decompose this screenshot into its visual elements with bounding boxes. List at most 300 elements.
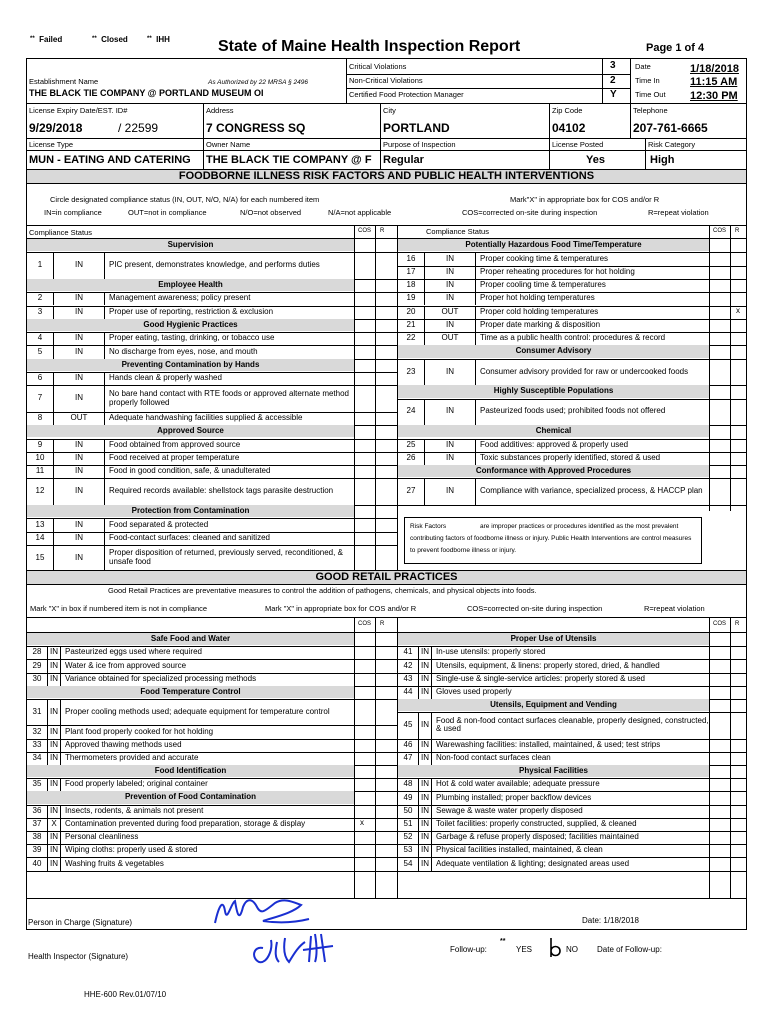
compliance-status[interactable]: IN bbox=[424, 252, 476, 265]
noncritical-count: 2 bbox=[610, 75, 616, 86]
item-number: 30 bbox=[32, 673, 42, 683]
item-number: 5 bbox=[37, 346, 43, 356]
checklist-row bbox=[398, 332, 709, 345]
item-description: Thermometers provided and accurate bbox=[65, 752, 199, 762]
compliance-status[interactable]: IN bbox=[418, 739, 432, 752]
item-number: 20 bbox=[406, 306, 416, 316]
zip-value: 04102 bbox=[552, 121, 586, 135]
item-description: Toilet facilities: properly constructed, supplied, & cleaned bbox=[436, 818, 637, 828]
page-title: State of Maine Health Inspection Report bbox=[218, 38, 521, 55]
checklist-row bbox=[398, 752, 709, 765]
checklist-row bbox=[398, 673, 709, 686]
compliance-status[interactable]: IN bbox=[53, 292, 105, 305]
item-number: 15 bbox=[35, 552, 45, 562]
item-description: In-use utensils: properly stored bbox=[436, 647, 546, 657]
item-description: Proper cooling time & temperatures bbox=[480, 280, 606, 290]
item-number: 1 bbox=[37, 260, 43, 270]
section-header: Approved Source bbox=[27, 425, 354, 437]
checklist-row bbox=[398, 359, 709, 386]
checklist-row bbox=[398, 844, 709, 857]
checklist-row bbox=[398, 279, 709, 292]
leg-in: IN=in compliance bbox=[44, 208, 102, 217]
checklist-row bbox=[398, 831, 709, 844]
item-description: Required records available: shellstock tags parasite destruction bbox=[109, 486, 334, 496]
item-description: Proper reheating procedures for hot holding bbox=[480, 266, 635, 276]
r-header-retail-left: R bbox=[380, 621, 385, 627]
repeat-box[interactable]: x bbox=[736, 306, 740, 316]
checklist-row bbox=[27, 332, 354, 345]
section-header: Food Temperature Control bbox=[27, 686, 354, 698]
r-header-retail-right: R bbox=[735, 621, 740, 627]
establishment-label: Establishment Name bbox=[29, 77, 99, 86]
item-number: 49 bbox=[403, 792, 413, 802]
item-description: Food in good condition, safe, & unadulterated bbox=[109, 466, 271, 476]
item-number: 27 bbox=[406, 486, 416, 496]
item-description: No bare hand contact with RTE foods or approved alternate method properly followed bbox=[109, 388, 349, 407]
followup-label: Follow-up: bbox=[450, 945, 487, 954]
item-number: 37 bbox=[32, 818, 42, 828]
item-number: 35 bbox=[32, 779, 42, 789]
item-number: 14 bbox=[35, 532, 45, 542]
noncritical-label: Non-Critical Violations bbox=[349, 76, 423, 85]
purpose-label: Purpose of Inspection bbox=[383, 140, 456, 149]
compliance-status[interactable]: IN bbox=[418, 818, 432, 831]
item-number: 47 bbox=[403, 752, 413, 762]
item-number: 8 bbox=[37, 413, 43, 423]
followup-asterisk: ** bbox=[500, 938, 506, 945]
leg-no: N/O=not observed bbox=[240, 208, 302, 217]
checklist-row bbox=[398, 646, 709, 659]
row-divider bbox=[27, 871, 397, 872]
compliance-status[interactable]: IN bbox=[53, 332, 105, 345]
compliance-status[interactable]: IN bbox=[47, 752, 61, 765]
compliance-status[interactable]: IN bbox=[424, 478, 476, 505]
risk-label: Risk Category bbox=[648, 140, 696, 149]
item-number: 42 bbox=[403, 660, 413, 670]
followup-date-label: Date of Follow-up: bbox=[597, 945, 662, 954]
cos-header-left: COS bbox=[358, 228, 372, 234]
followup-no[interactable]: NO bbox=[566, 945, 578, 954]
ihh-label: ** IHH bbox=[147, 35, 170, 44]
section-header: Potentially Hazardous Food Time/Temperature bbox=[398, 239, 709, 251]
compliance-status[interactable]: IN bbox=[418, 686, 432, 699]
item-description: Plant food properly cooked for hot holding bbox=[65, 726, 214, 736]
item-description: Proper use of reporting, restriction & exclusion bbox=[109, 306, 274, 316]
item-number: 33 bbox=[32, 739, 42, 749]
cos-header-retail-left: COS bbox=[358, 621, 372, 627]
item-number: 32 bbox=[32, 726, 42, 736]
item-number: 34 bbox=[32, 752, 42, 762]
foodborne-instr1: Circle designated compliance status (IN, OUT, N/O, N/A) for each numbered item bbox=[50, 195, 320, 204]
item-description: Proper eating, tasting, drinking, or tobacco use bbox=[109, 333, 275, 343]
compliance-status[interactable]: IN bbox=[53, 532, 105, 545]
leg-out: OUT=not in compliance bbox=[128, 208, 207, 217]
item-description: No discharge from eyes, nose, and mouth bbox=[109, 346, 258, 356]
footer-date: Date: 1/18/2018 bbox=[582, 916, 639, 925]
checklist-row bbox=[27, 545, 354, 572]
checklist-row bbox=[398, 292, 709, 305]
checklist-row bbox=[27, 725, 354, 738]
item-description: Food & non-food contact surfaces cleanable, properly designed, constructed, & used bbox=[436, 715, 709, 734]
item-description: Washing fruits & vegetables bbox=[65, 858, 164, 868]
checklist-row bbox=[27, 659, 354, 672]
compliance-status[interactable]: IN bbox=[418, 659, 432, 672]
item-number: 44 bbox=[403, 686, 413, 696]
checklist-row bbox=[27, 252, 354, 279]
compliance-status[interactable]: OUT bbox=[424, 332, 476, 345]
est-id: / 22599 bbox=[118, 121, 159, 135]
checklist-row bbox=[27, 478, 354, 505]
compliance-status[interactable]: IN bbox=[47, 739, 61, 752]
compliance-status[interactable]: IN bbox=[47, 805, 61, 818]
timeout-value: 12:30 PM bbox=[690, 90, 738, 102]
checklist-row bbox=[27, 452, 354, 465]
foodborne-title: FOODBORNE ILLNESS RISK FACTORS AND PUBLIC HEALTH INTERVENTIONS bbox=[27, 170, 746, 183]
date-value: 1/18/2018 bbox=[690, 63, 739, 75]
item-number: 10 bbox=[35, 453, 45, 463]
item-description: Variance obtained for specialized processing methods bbox=[65, 673, 257, 683]
leg-r: R=repeat violation bbox=[648, 208, 709, 217]
item-description: PIC present, demonstrates knowledge, and performs duties bbox=[109, 260, 320, 270]
checklist-row bbox=[398, 805, 709, 818]
item-number: 48 bbox=[403, 779, 413, 789]
compliance-status[interactable]: IN bbox=[47, 778, 61, 791]
followup-yes[interactable]: YES bbox=[516, 945, 533, 954]
foodborne-instr2: Mark"X" in appropriate box for COS and/or R bbox=[510, 195, 660, 204]
item-description: Personal cleanliness bbox=[65, 832, 139, 842]
compliance-status[interactable]: OUT bbox=[53, 412, 105, 425]
compliance-status[interactable]: IN bbox=[47, 725, 61, 738]
item-description: Food properly labeled; original container bbox=[65, 779, 208, 789]
purpose-value: Regular bbox=[383, 154, 424, 166]
posted-label: License Posted bbox=[552, 140, 604, 149]
checklist-row bbox=[27, 831, 354, 844]
compliance-status[interactable]: IN bbox=[418, 778, 432, 791]
item-description: Utensils, equipment, & linens: properly stored, dried, & handled bbox=[436, 660, 660, 670]
retail-desc: Good Retail Practices are preventative measures to control the addition of pathogens, chemicals, and physical objects into foods. bbox=[108, 586, 537, 595]
item-description: Non-food contact surfaces clean bbox=[436, 752, 551, 762]
item-description: Hot & cold water available; adequate pressure bbox=[436, 779, 600, 789]
establishment-name: THE BLACK TIE COMPANY @ PORTLAND MUSEUM OI bbox=[29, 88, 264, 98]
city-label: City bbox=[383, 106, 396, 115]
date-label: Date bbox=[635, 62, 651, 71]
inspector-signature-label: Health Inspector (Signature) bbox=[28, 952, 129, 961]
timein-label: Time In bbox=[635, 76, 660, 85]
inspector-signature bbox=[245, 928, 345, 968]
item-description: Sewage & waste water properly disposed bbox=[436, 805, 583, 815]
compliance-status[interactable]: IN bbox=[47, 844, 61, 857]
section-header: Good Hygienic Practices bbox=[27, 319, 354, 331]
posted-value: Yes bbox=[586, 154, 605, 166]
item-number: 52 bbox=[403, 832, 413, 842]
form-number: HHE-600 Rev.01/07/10 bbox=[84, 990, 167, 999]
item-number: 11 bbox=[35, 466, 45, 476]
critical-count: 3 bbox=[610, 60, 616, 71]
item-number: 31 bbox=[32, 706, 42, 716]
section-header: Employee Health bbox=[27, 279, 354, 291]
item-number: 23 bbox=[406, 366, 416, 376]
checklist-row bbox=[27, 439, 354, 452]
risk-note: Risk Factors are improper practices or procedures identified as the most prevalent contributing factors of foodborne illness or injury. Public Health Interventions are control measures to prevent foodborne illness or injury. bbox=[410, 523, 692, 554]
compliance-status[interactable]: IN bbox=[53, 372, 105, 385]
timeout-label: Time Out bbox=[635, 90, 666, 99]
license-date: 9/29/2018 bbox=[29, 121, 83, 135]
checklist-row bbox=[27, 673, 354, 686]
item-description: Approved thawing methods used bbox=[65, 739, 182, 749]
item-number: 51 bbox=[403, 818, 413, 828]
item-number: 24 bbox=[406, 406, 416, 416]
row-divider bbox=[398, 505, 746, 506]
retail-leg-cos: COS=corrected on-site during inspection bbox=[467, 604, 603, 613]
section-header: Food Identification bbox=[27, 765, 354, 777]
item-number: 9 bbox=[37, 439, 43, 449]
item-number: 38 bbox=[32, 832, 42, 842]
compliance-status[interactable]: IN bbox=[47, 659, 61, 672]
item-number: 43 bbox=[403, 673, 413, 683]
item-number: 12 bbox=[35, 486, 45, 496]
item-number: 39 bbox=[32, 845, 42, 855]
cos-box[interactable]: x bbox=[360, 818, 364, 828]
checklist-row bbox=[398, 791, 709, 804]
owner-label: Owner Name bbox=[206, 140, 251, 149]
section-header: Preventing Contamination by Hands bbox=[27, 359, 354, 371]
item-description: Consumer advisory provided for raw or undercooked foods bbox=[480, 366, 689, 376]
item-description: Management awareness; policy present bbox=[109, 293, 251, 303]
critical-label: Critical Violations bbox=[349, 62, 407, 71]
item-description: Hands clean & properly washed bbox=[109, 373, 222, 383]
r-header-left: R bbox=[380, 228, 385, 234]
item-number: 41 bbox=[403, 647, 413, 657]
section-header: Consumer Advisory bbox=[398, 345, 709, 357]
compliance-status[interactable]: IN bbox=[53, 518, 105, 531]
compliance-status[interactable]: IN bbox=[53, 478, 105, 505]
license-type-label: License Type bbox=[29, 140, 74, 149]
item-number: 7 bbox=[37, 393, 43, 403]
compliance-status[interactable]: IN bbox=[47, 857, 61, 870]
checklist-row bbox=[27, 739, 354, 752]
checklist-row bbox=[27, 372, 354, 385]
compliance-status[interactable]: IN bbox=[424, 399, 476, 426]
compliance-status[interactable]: IN bbox=[53, 306, 105, 319]
leg-na: N/A=not applicable bbox=[328, 208, 392, 217]
item-number: 16 bbox=[406, 253, 416, 263]
checklist-row bbox=[27, 646, 354, 659]
compliance-status[interactable]: IN bbox=[424, 452, 476, 465]
cfpm-label: Certified Food Protection Manager bbox=[349, 90, 464, 99]
item-description: Wiping cloths: properly used & stored bbox=[65, 845, 198, 855]
no-circle-icon bbox=[548, 937, 562, 959]
compliance-status[interactable]: IN bbox=[424, 266, 476, 279]
item-number: 3 bbox=[37, 306, 43, 316]
compliance-status[interactable]: IN bbox=[418, 844, 432, 857]
section-header: Chemical bbox=[398, 425, 709, 437]
item-description: Proper disposition of returned, previously served, reconditioned, & unsafe food bbox=[109, 548, 343, 567]
checklist-row bbox=[27, 805, 354, 818]
compliance-status[interactable]: IN bbox=[418, 857, 432, 870]
item-number: 13 bbox=[35, 519, 45, 529]
checklist-row bbox=[398, 712, 709, 738]
compliance-status[interactable]: IN bbox=[47, 831, 61, 844]
retail-instr1: Mark "X" in box if numbered item is not in compliance bbox=[30, 604, 208, 613]
compliance-status[interactable]: IN bbox=[53, 345, 105, 358]
item-description: Contamination prevented during food preparation, storage & display bbox=[65, 818, 306, 828]
row-divider bbox=[398, 871, 746, 872]
checklist-row bbox=[27, 412, 354, 425]
compliance-status[interactable]: IN bbox=[424, 359, 476, 386]
item-description: Garbage & refuse properly disposed; facilities maintained bbox=[436, 832, 639, 842]
closed-label: ** Closed bbox=[92, 35, 128, 44]
item-number: 40 bbox=[32, 858, 42, 868]
item-number: 19 bbox=[406, 293, 416, 303]
timein-value: 11:15 AM bbox=[690, 76, 738, 88]
item-number: 29 bbox=[32, 660, 42, 670]
cfpm-value: Y bbox=[610, 89, 617, 100]
compliance-status[interactable]: IN bbox=[53, 439, 105, 452]
compliance-status[interactable]: IN bbox=[53, 545, 105, 572]
item-number: 17 bbox=[406, 266, 416, 276]
item-description: Pasteurized foods used; prohibited foods not offered bbox=[480, 406, 666, 416]
item-number: 45 bbox=[403, 719, 413, 729]
item-number: 53 bbox=[403, 845, 413, 855]
checklist-row bbox=[398, 739, 709, 752]
compliance-status[interactable]: IN bbox=[418, 712, 432, 738]
compliance-status[interactable]: IN bbox=[47, 646, 61, 659]
compliance-status[interactable]: IN bbox=[53, 385, 105, 412]
checklist-row bbox=[27, 345, 354, 358]
section-header: Supervision bbox=[27, 239, 354, 251]
compliance-status[interactable]: IN bbox=[424, 292, 476, 305]
item-description: Adequate ventilation & lighting; designated areas used bbox=[436, 858, 630, 868]
compliance-status[interactable]: IN bbox=[47, 673, 61, 686]
item-number: 46 bbox=[403, 739, 413, 749]
checklist-row bbox=[398, 399, 709, 426]
compliance-status[interactable]: IN bbox=[53, 452, 105, 465]
item-description: Adequate handwashing facilities supplied & accessible bbox=[109, 413, 303, 423]
leg-cos: COS=corrected on-site during inspection bbox=[462, 208, 598, 217]
item-description: Proper cooking time & temperatures bbox=[480, 253, 609, 263]
item-number: 26 bbox=[406, 453, 416, 463]
section-header: Protection from Contamination bbox=[27, 505, 354, 517]
item-description: Proper cold holding temperatures bbox=[480, 306, 599, 316]
compliance-status[interactable]: X bbox=[47, 818, 61, 831]
item-number: 36 bbox=[32, 805, 42, 815]
compliance-status[interactable]: IN bbox=[418, 805, 432, 818]
pic-signature-label: Person in Charge (Signature) bbox=[28, 918, 133, 927]
item-number: 6 bbox=[37, 373, 43, 383]
item-number: 4 bbox=[37, 333, 43, 343]
item-description: Food separated & protected bbox=[109, 519, 209, 529]
checklist-row bbox=[398, 857, 709, 870]
compliance-status[interactable]: IN bbox=[47, 699, 61, 725]
item-number: 25 bbox=[406, 439, 416, 449]
item-description: Compliance with variance, specialized process, & HACCP plan bbox=[480, 486, 703, 496]
item-description: Proper cooling methods used; adequate equipment for temperature control bbox=[65, 706, 330, 716]
compliance-status[interactable]: IN bbox=[53, 252, 105, 279]
item-number: 18 bbox=[406, 280, 416, 290]
item-description: Proper date marking & disposition bbox=[480, 320, 601, 330]
cos-header-retail-right: COS bbox=[713, 621, 727, 627]
checklist-row bbox=[27, 844, 354, 857]
section-header: Conformance with Approved Procedures bbox=[398, 465, 709, 477]
checklist-row bbox=[27, 385, 354, 412]
item-description: Food obtained from approved source bbox=[109, 439, 241, 449]
section-header: Physical Facilities bbox=[398, 765, 709, 777]
cos-header-right: COS bbox=[713, 228, 727, 234]
checklist-row bbox=[398, 452, 709, 465]
checklist-row bbox=[398, 319, 709, 332]
checklist-row bbox=[398, 659, 709, 672]
r-header-right: R bbox=[735, 228, 740, 234]
compliance-status[interactable]: IN bbox=[418, 752, 432, 765]
authorized-note: As Authorized by 22 MRSA § 2496 bbox=[208, 79, 308, 86]
item-description: Food received at proper temperature bbox=[109, 453, 240, 463]
compliance-status[interactable]: OUT bbox=[424, 306, 476, 319]
pic-signature bbox=[205, 893, 315, 933]
compliance-status[interactable]: IN bbox=[418, 791, 432, 804]
compliance-status[interactable]: IN bbox=[418, 646, 432, 659]
compliance-status[interactable]: IN bbox=[418, 673, 432, 686]
checklist-row bbox=[27, 778, 354, 791]
item-number: 28 bbox=[32, 647, 42, 657]
owner-name: THE BLACK TIE COMPANY @ F bbox=[206, 154, 372, 166]
item-description: Physical facilities installed, maintained, & clean bbox=[436, 845, 603, 855]
checklist-row bbox=[398, 818, 709, 831]
retail-leg-r: R=repeat violation bbox=[644, 604, 705, 613]
checklist-row bbox=[27, 699, 354, 725]
checklist-row bbox=[27, 465, 354, 478]
license-type: MUN - EATING AND CATERING bbox=[29, 154, 191, 166]
checklist-row bbox=[27, 518, 354, 531]
item-description: Gloves used properly bbox=[436, 686, 512, 696]
item-description: Toxic substances properly identified, stored & used bbox=[480, 453, 661, 463]
phone-label: Telephone bbox=[633, 106, 668, 115]
city-value: PORTLAND bbox=[383, 121, 450, 135]
item-number: 2 bbox=[37, 293, 43, 303]
page-number: Page 1 of 4 bbox=[646, 42, 705, 54]
address-label: Address bbox=[206, 106, 234, 115]
item-description: Single-use & single-service articles: properly stored & used bbox=[436, 673, 645, 683]
zip-label: Zip Code bbox=[552, 106, 583, 115]
checklist-row bbox=[398, 252, 709, 265]
checklist-row bbox=[27, 752, 354, 765]
address-value: 7 CONGRESS SQ bbox=[206, 121, 306, 135]
checklist-row bbox=[398, 478, 709, 505]
failed-label: ** Failed bbox=[30, 35, 63, 44]
compliance-status[interactable]: IN bbox=[424, 319, 476, 332]
item-description: Proper hot holding temperatures bbox=[480, 293, 595, 303]
item-description: Plumbing installed; proper backflow devices bbox=[436, 792, 592, 802]
section-header: Prevention of Food Contamination bbox=[27, 791, 354, 803]
checklist-row bbox=[27, 857, 354, 870]
item-number: 21 bbox=[406, 320, 416, 330]
compliance-status-left: Compliance Status bbox=[29, 228, 92, 237]
compliance-status[interactable]: IN bbox=[424, 439, 476, 452]
compliance-status[interactable]: IN bbox=[418, 831, 432, 844]
checklist-row bbox=[398, 686, 709, 699]
checklist-row bbox=[398, 778, 709, 791]
compliance-status[interactable]: IN bbox=[53, 465, 105, 478]
compliance-status-right: Compliance Status bbox=[426, 227, 489, 236]
checklist-row bbox=[27, 818, 354, 831]
item-description: Pasteurized eggs used where required bbox=[65, 647, 202, 657]
phone-value: 207-761-6665 bbox=[633, 121, 708, 135]
item-description: Water & ice from approved source bbox=[65, 660, 187, 670]
compliance-status[interactable]: IN bbox=[424, 279, 476, 292]
checklist-row bbox=[398, 266, 709, 279]
section-header: Highly Susceptible Populations bbox=[398, 385, 709, 397]
license-expiry-label: License Expiry Date/EST. ID# bbox=[29, 106, 128, 115]
checklist-row bbox=[27, 306, 354, 319]
